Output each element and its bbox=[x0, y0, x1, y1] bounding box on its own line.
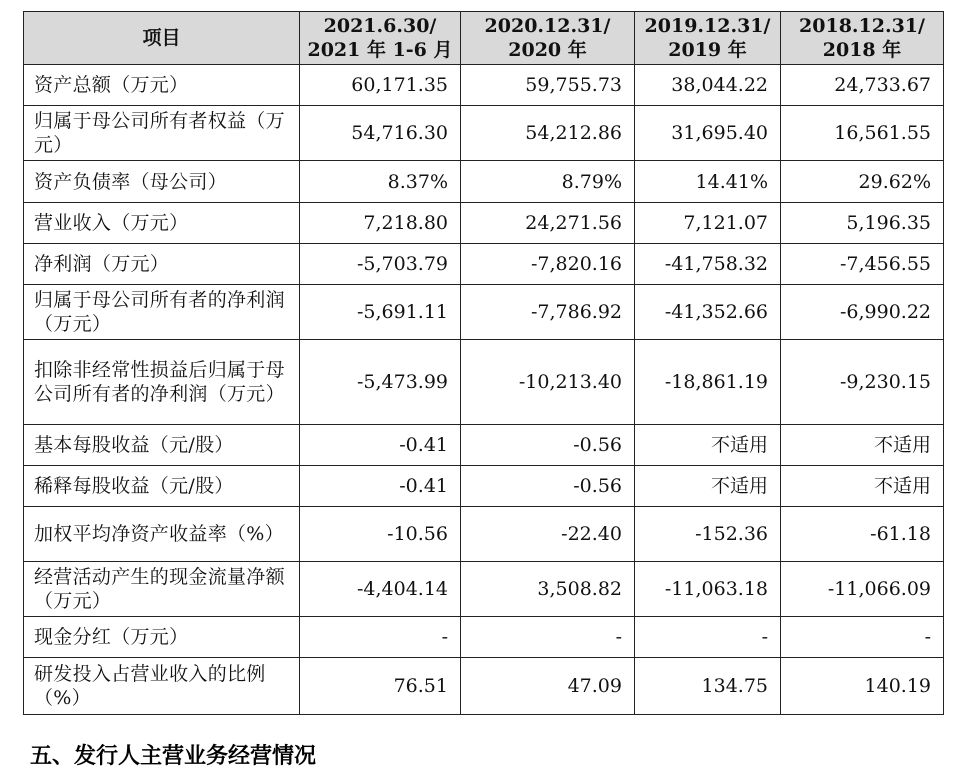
row-label: 稀释每股收益（元/股） bbox=[24, 466, 300, 507]
cell-value: 59,755.73 bbox=[461, 65, 635, 106]
table-row bbox=[24, 285, 944, 340]
cell-value: 3,508.82 bbox=[461, 562, 635, 617]
cell-value: 24,733.67 bbox=[781, 65, 944, 106]
cell-value: 7,121.07 bbox=[635, 203, 781, 244]
cell-value: -5,473.99 bbox=[300, 340, 461, 425]
cell-value: 60,171.35 bbox=[300, 65, 461, 106]
cell-value: -5,691.11 bbox=[300, 285, 461, 340]
cell-value: -152.36 bbox=[635, 507, 781, 562]
row-label: 加权平均净资产收益率（%） bbox=[24, 507, 300, 562]
cell-value: 31,695.40 bbox=[635, 106, 781, 161]
cell-value: -4,404.14 bbox=[300, 562, 461, 617]
section-heading: 五、发行人主营业务经营情况 bbox=[30, 743, 317, 769]
table-row bbox=[24, 658, 944, 715]
cell-value: - bbox=[461, 617, 635, 658]
cell-value: 不适用 bbox=[635, 466, 781, 507]
header-item: 项目 bbox=[24, 12, 300, 65]
cell-value: 24,271.56 bbox=[461, 203, 635, 244]
cell-value: - bbox=[300, 617, 461, 658]
table-row bbox=[24, 340, 944, 425]
cell-value: -9,230.15 bbox=[781, 340, 944, 425]
table-row bbox=[24, 507, 944, 562]
row-label: 基本每股收益（元/股） bbox=[24, 425, 300, 466]
cell-value: -0.56 bbox=[461, 425, 635, 466]
cell-value: -61.18 bbox=[781, 507, 944, 562]
cell-value: 14.41% bbox=[635, 161, 781, 203]
cell-value: 54,716.30 bbox=[300, 106, 461, 161]
header-2020: 2020.12.31/ 2020 年 bbox=[461, 12, 635, 65]
financial-summary-table bbox=[23, 11, 944, 715]
cell-value: -0.41 bbox=[300, 466, 461, 507]
table-row bbox=[24, 562, 944, 617]
cell-value: 5,196.35 bbox=[781, 203, 944, 244]
cell-value: 16,561.55 bbox=[781, 106, 944, 161]
cell-value: -18,861.19 bbox=[635, 340, 781, 425]
header-2019: 2019.12.31/ 2019 年 bbox=[635, 12, 781, 65]
cell-value: 不适用 bbox=[635, 425, 781, 466]
cell-value: 8.79% bbox=[461, 161, 635, 203]
cell-value: 8.37% bbox=[300, 161, 461, 203]
cell-value: 76.51 bbox=[300, 658, 461, 715]
cell-value: -6,990.22 bbox=[781, 285, 944, 340]
cell-value: 29.62% bbox=[781, 161, 944, 203]
table-row bbox=[24, 106, 944, 161]
row-label: 经营活动产生的现金流量净额（万元） bbox=[24, 562, 300, 617]
cell-value: 47.09 bbox=[461, 658, 635, 715]
cell-value: -11,066.09 bbox=[781, 562, 944, 617]
cell-value: -0.41 bbox=[300, 425, 461, 466]
table-row bbox=[24, 161, 944, 203]
table-row bbox=[24, 244, 944, 285]
cell-value: -7,456.55 bbox=[781, 244, 944, 285]
row-label: 研发投入占营业收入的比例（%） bbox=[24, 658, 300, 715]
cell-value: -41,352.66 bbox=[635, 285, 781, 340]
cell-value: -11,063.18 bbox=[635, 562, 781, 617]
table-row bbox=[24, 65, 944, 106]
cell-value: -7,820.16 bbox=[461, 244, 635, 285]
table-header-row bbox=[24, 12, 944, 65]
table-row bbox=[24, 466, 944, 507]
row-label: 扣除非经常性损益后归属于母公司所有者的净利润（万元） bbox=[24, 340, 300, 425]
cell-value: - bbox=[781, 617, 944, 658]
header-2018: 2018.12.31/ 2018 年 bbox=[781, 12, 944, 65]
cell-value: - bbox=[635, 617, 781, 658]
header-2021h1: 2021.6.30/ 2021 年 1-6 月 bbox=[300, 12, 461, 65]
cell-value: -10,213.40 bbox=[461, 340, 635, 425]
row-label: 现金分红（万元） bbox=[24, 617, 300, 658]
cell-value: 38,044.22 bbox=[635, 65, 781, 106]
cell-value: -41,758.32 bbox=[635, 244, 781, 285]
cell-value: 134.75 bbox=[635, 658, 781, 715]
table-row bbox=[24, 617, 944, 658]
cell-value: -0.56 bbox=[461, 466, 635, 507]
row-label: 归属于母公司所有者权益（万元） bbox=[24, 106, 300, 161]
cell-value: 不适用 bbox=[781, 466, 944, 507]
cell-value: -5,703.79 bbox=[300, 244, 461, 285]
cell-value: 不适用 bbox=[781, 425, 944, 466]
cell-value: 54,212.86 bbox=[461, 106, 635, 161]
cell-value: -7,786.92 bbox=[461, 285, 635, 340]
row-label: 归属于母公司所有者的净利润（万元） bbox=[24, 285, 300, 340]
table-row bbox=[24, 425, 944, 466]
cell-value: 7,218.80 bbox=[300, 203, 461, 244]
cell-value: -10.56 bbox=[300, 507, 461, 562]
row-label: 资产总额（万元） bbox=[24, 65, 300, 106]
row-label: 净利润（万元） bbox=[24, 244, 300, 285]
row-label: 营业收入（万元） bbox=[24, 203, 300, 244]
table-row bbox=[24, 203, 944, 244]
cell-value: -22.40 bbox=[461, 507, 635, 562]
row-label: 资产负债率（母公司） bbox=[24, 161, 300, 203]
cell-value: 140.19 bbox=[781, 658, 944, 715]
